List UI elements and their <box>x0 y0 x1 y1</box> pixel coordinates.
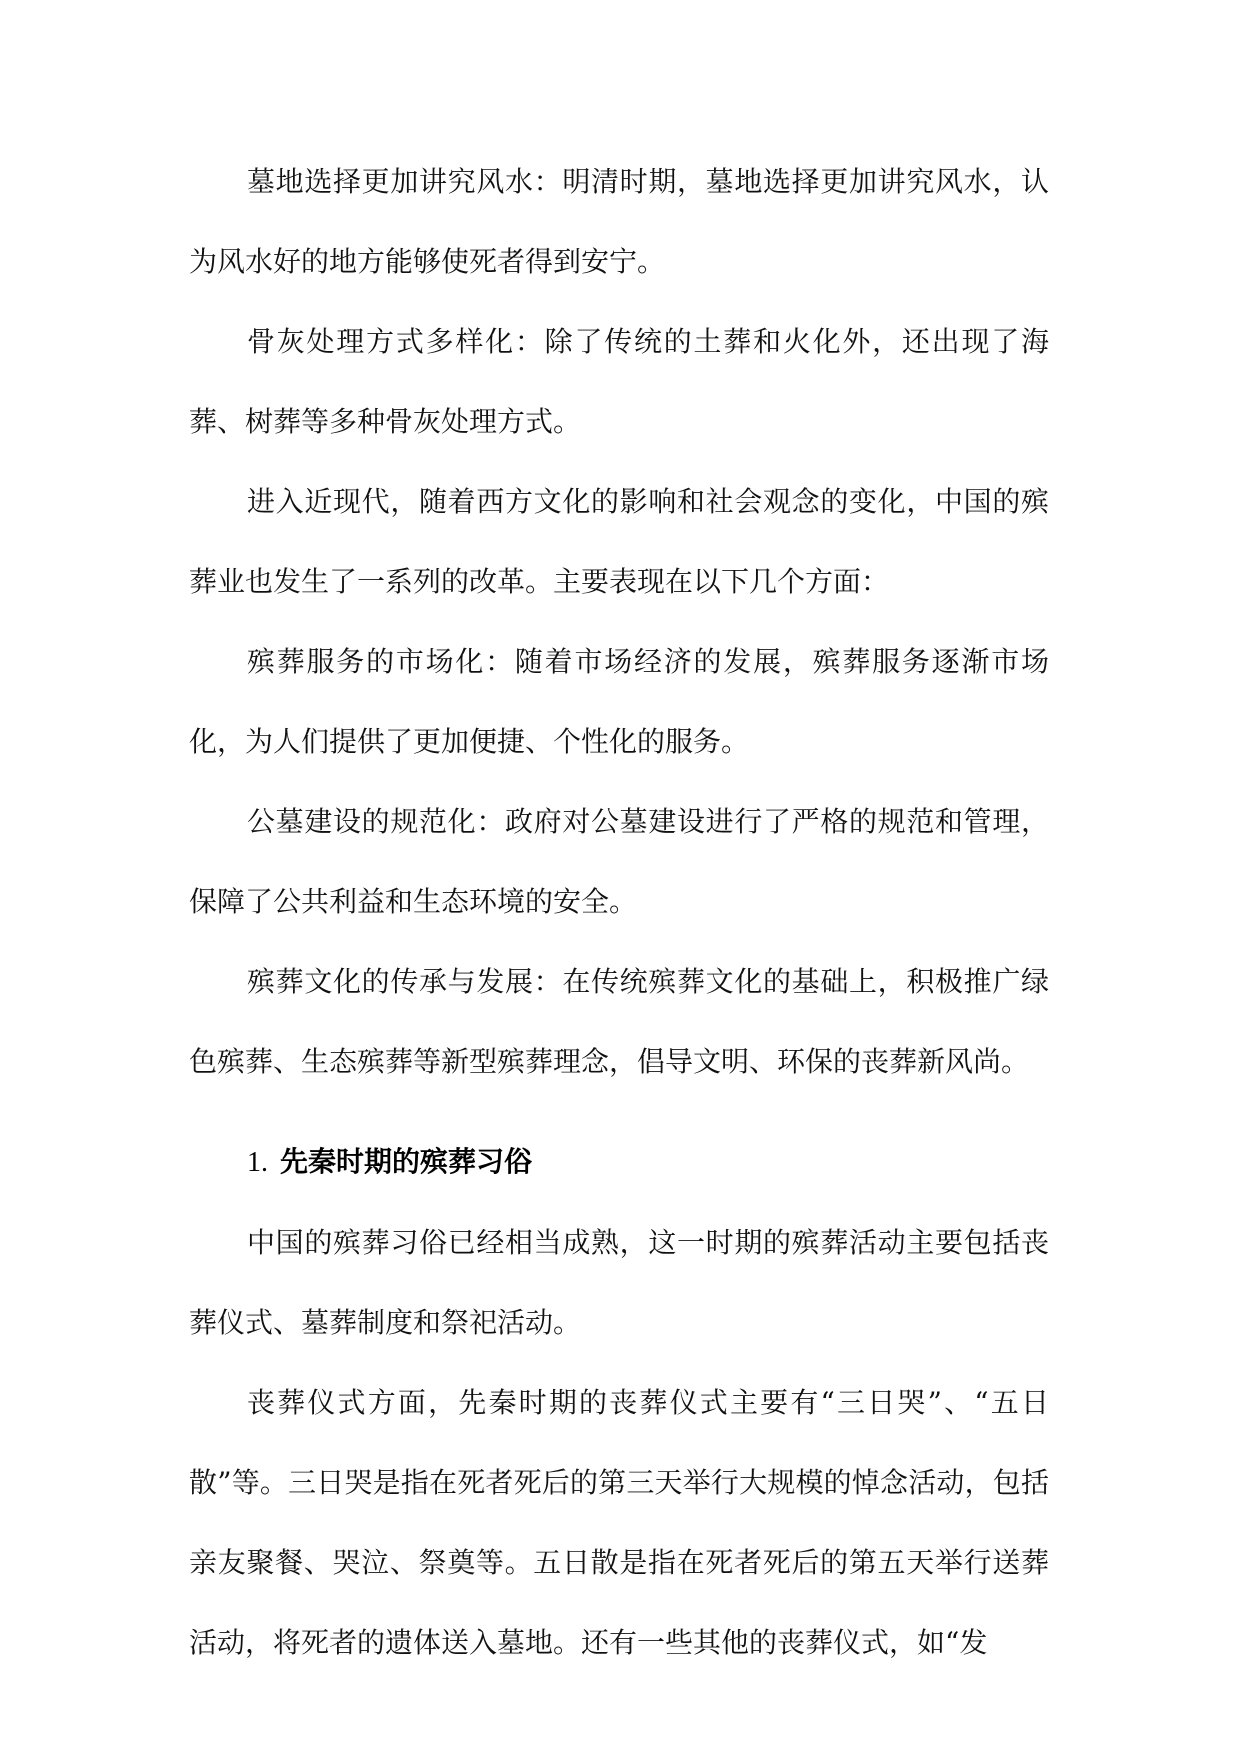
paragraph-funeral-rituals: 丧葬仪式方面，先秦时期的丧葬仪式主要有“三日哭”、“五日散”等。三日哭是指在死者死后的第三天举行大规模的悼念活动，包括亲友聚餐、哭泣、祭奠等。五日散是指在死者死后的第五天举行送葬活动，将死者的遗体送入墓地。还有一些其他的丧葬仪式，如“发 <box>189 1386 1049 1659</box>
paragraph-ashes-handling: 骨灰处理方式多样化：除了传统的土葬和火化外，还出现了海葬、树葬等多种骨灰处理方式。 <box>189 325 1049 438</box>
paragraph-culture-inheritance: 殡葬文化的传承与发展：在传统殡葬文化的基础上，积极推广绿色殡葬、生态殡葬等新型殡葬理念，倡导文明、环保的丧葬新风尚。 <box>189 965 1049 1078</box>
section-heading <box>189 1122 1049 1203</box>
section-title: 先秦时期的殡葬习俗 <box>280 1145 533 1178</box>
document-body <box>189 142 1049 1683</box>
paragraph-preqin-overview: 中国的殡葬习俗已经相当成熟，这一时期的殡葬活动主要包括丧葬仪式、墓葬制度和祭祀活动。 <box>189 1226 1049 1339</box>
paragraph-cemetery-regulation: 公墓建设的规范化：政府对公墓建设进行了严格的规范和管理，保障了公共利益和生态环境的安全。 <box>189 805 1049 918</box>
paragraph-service-market: 殡葬服务的市场化：随着市场经济的发展，殡葬服务逐渐市场化，为人们提供了更加便捷、个性化的服务。 <box>189 645 1049 758</box>
paragraph-cemetery-fengshui: 墓地选择更加讲究风水：明清时期，墓地选择更加讲究风水，认为风水好的地方能够使死者得到安宁。 <box>189 165 1049 278</box>
section-number: 1. <box>247 1147 268 1178</box>
paragraph-modern-reform: 进入近现代，随着西方文化的影响和社会观念的变化，中国的殡葬业也发生了一系列的改革。主要表现在以下几个方面： <box>189 485 1049 598</box>
